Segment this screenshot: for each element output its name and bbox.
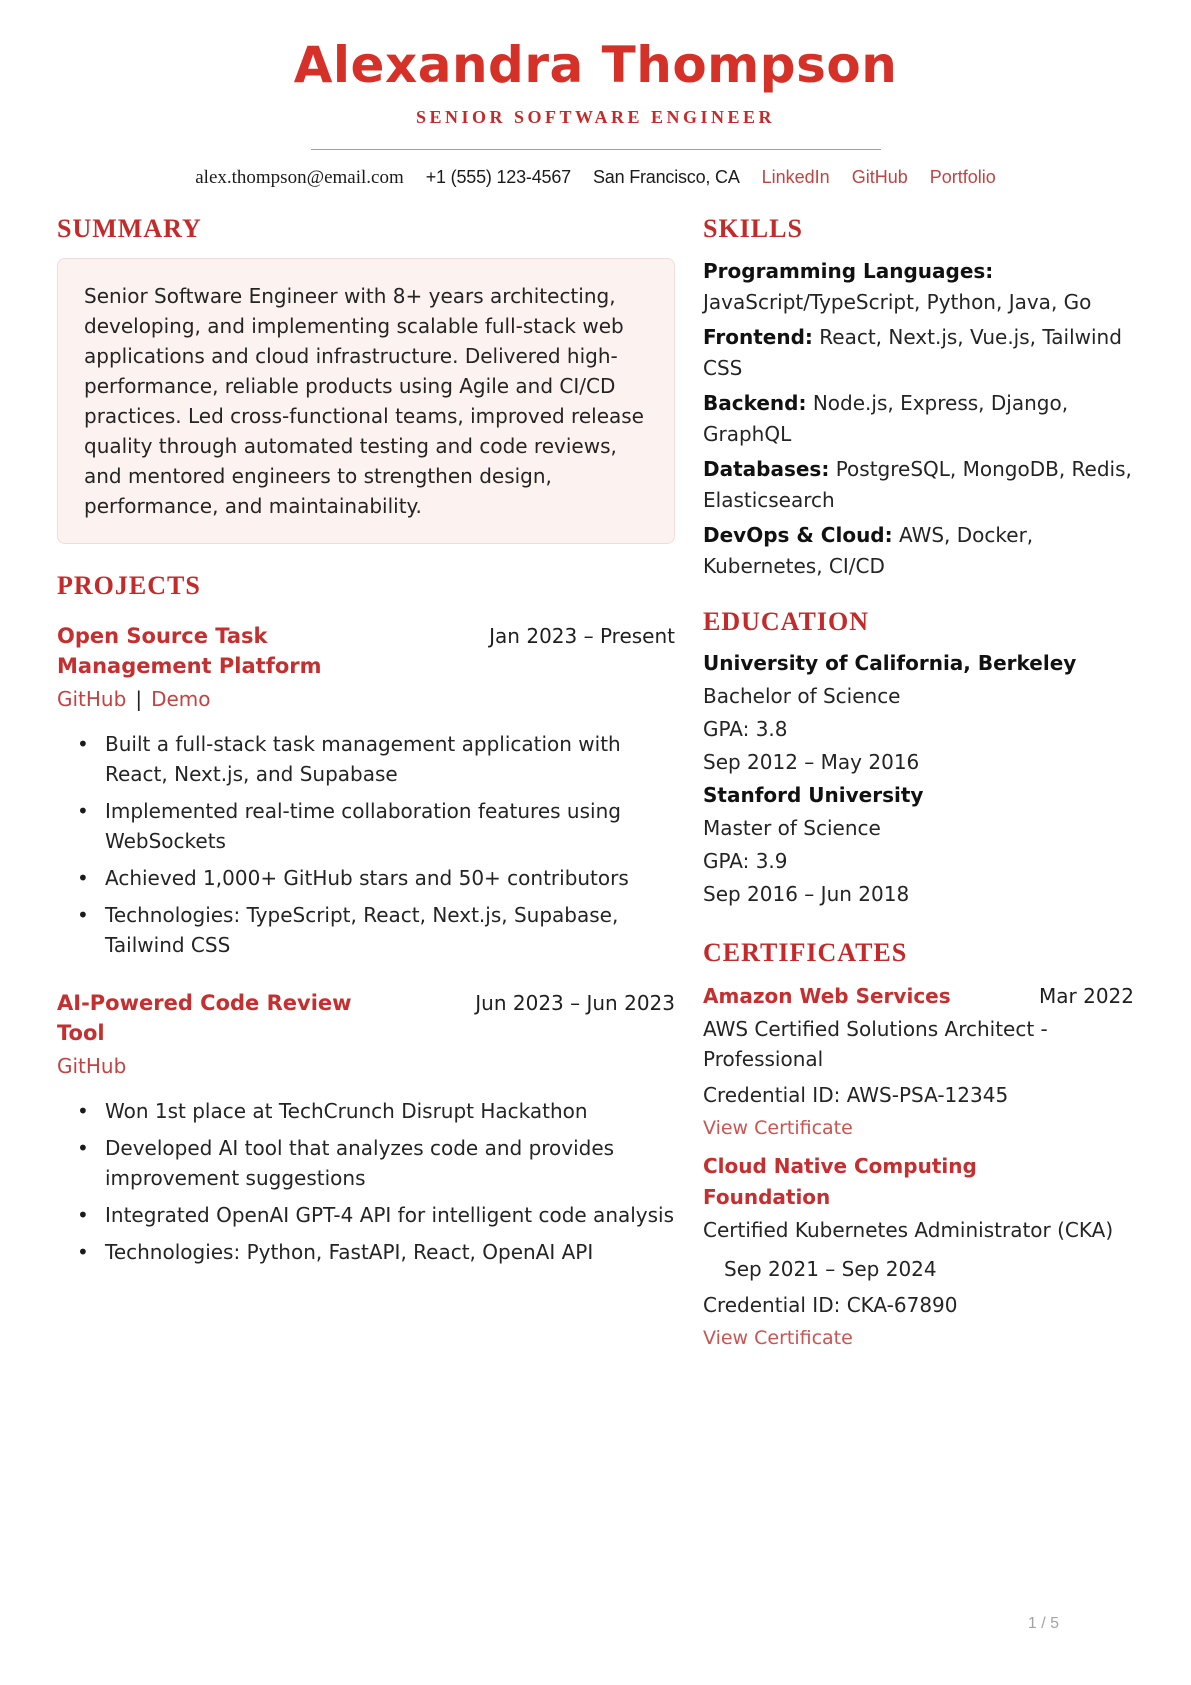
linkedin-link[interactable]: LinkedIn	[761, 167, 830, 187]
project-bullet: • Technologies: TypeScript, React, Next.js, Supabase, Tailwind CSS	[57, 900, 675, 960]
certificate-title: Certified Kubernetes Administrator (CKA)	[703, 1217, 1114, 1242]
education-degree: Bachelor of Science	[703, 684, 901, 709]
education-dates: Sep 2012 – May 2016	[703, 750, 920, 775]
projects-section	[57, 570, 675, 1267]
skill-value: Node.js, Express, Django, GraphQL	[703, 391, 1069, 447]
project-bullet: • Implemented real-time collaboration features using WebSockets	[57, 796, 675, 856]
project-bullet: • Integrated OpenAI GPT-4 API for intelligent code analysis	[57, 1200, 675, 1230]
certificates-section	[703, 937, 1134, 1348]
summary-heading: SUMMARY	[57, 214, 202, 243]
education-heading: EDUCATION	[703, 607, 869, 637]
education-degree: Master of Science	[703, 816, 881, 841]
project-name: Open Source Task Management Platform	[57, 624, 322, 679]
summary-section	[57, 213, 675, 544]
link-separator: |	[135, 687, 143, 712]
contact-location: San Francisco, CA	[592, 167, 740, 187]
certificate-period: Sep 2021 – Sep 2024	[724, 1256, 937, 1281]
certificate-item	[703, 981, 1134, 1139]
project-bullets	[57, 729, 675, 960]
skills-heading: SKILLS	[703, 214, 803, 243]
skill-label: Backend:	[703, 391, 807, 416]
skill-group	[703, 256, 1134, 318]
certificate-header	[703, 1151, 1134, 1213]
right-column	[703, 213, 1134, 1349]
project-demo-link[interactable]: Demo	[151, 687, 211, 712]
certificate-item	[703, 1151, 1134, 1349]
project-bullet: • Built a full-stack task management application with React, Next.js, and Supabase	[57, 729, 675, 789]
project-header	[57, 988, 675, 1048]
education-item	[703, 779, 1134, 911]
project-date: Jun 2023 – Jun 2023	[475, 991, 675, 1016]
left-column	[57, 213, 675, 1349]
project-github-link[interactable]: GitHub	[57, 1054, 127, 1079]
education-gpa: GPA: 3.9	[703, 849, 788, 874]
resume-header	[0, 38, 1191, 189]
skill-group	[703, 520, 1134, 582]
certificates-heading: CERTIFICATES	[703, 938, 908, 968]
certificate-credential: Credential ID: AWS-PSA-12345	[703, 1082, 1009, 1107]
contact-phone: +1 (555) 123-4567	[425, 167, 571, 187]
certificate-date: Mar 2022	[1039, 983, 1134, 1008]
education-section	[703, 606, 1134, 911]
github-link[interactable]: GitHub	[851, 167, 908, 187]
skill-value: React, Next.js, Vue.js, Tailwind CSS	[703, 325, 1122, 381]
skill-value: AWS, Docker, Kubernetes, CI/CD	[703, 523, 1034, 579]
portfolio-link[interactable]: Portfolio	[929, 167, 996, 187]
certificate-title: AWS Certified Solutions Architect - Professional	[703, 1016, 1048, 1071]
education-school: University of California, Berkeley	[703, 651, 1077, 676]
contact-email: alex.thompson@email.com	[195, 167, 404, 188]
summary-text: Senior Software Engineer with 8+ years architecting, developing, and implementing scalable full-stack web applications and cloud infrastructure. Delivered high-performance, reliable products using Agile and CI/CD practices. Led cross-functional teams, improved release quality through automated testing and code reviews, and mentored engineers to strengthen design, performance, and maintainability.	[57, 258, 675, 544]
skill-group	[703, 388, 1134, 450]
project-name: AI-Powered Code Review Tool	[57, 991, 352, 1046]
projects-heading: PROJECTS	[57, 571, 201, 601]
certificate-issuer: Cloud Native Computing Foundation	[703, 1153, 977, 1209]
education-dates: Sep 2016 – Jun 2018	[703, 882, 910, 907]
skill-label: Frontend:	[703, 325, 813, 350]
certificate-header	[703, 981, 1134, 1012]
project-github-link[interactable]: GitHub	[57, 687, 127, 712]
skill-group	[703, 322, 1134, 384]
resume-columns	[0, 213, 1191, 1349]
skill-label: Databases:	[703, 457, 830, 482]
project-bullet: • Developed AI tool that analyzes code and provides improvement suggestions	[57, 1133, 675, 1193]
skill-label: Programming Languages:	[703, 259, 994, 284]
skill-value: JavaScript/TypeScript, Python, Java, Go	[703, 290, 1092, 315]
certificate-issuer: Amazon Web Services	[703, 983, 951, 1008]
project-item	[57, 988, 675, 1267]
project-bullet: • Achieved 1,000+ GitHub stars and 50+ contributors	[57, 863, 675, 893]
skill-value: PostgreSQL, MongoDB, Redis, Elasticsearch	[703, 457, 1132, 513]
project-links	[57, 685, 675, 713]
education-item	[703, 647, 1134, 779]
project-item	[57, 621, 675, 960]
project-bullet: • Technologies: Python, FastAPI, React, OpenAI API	[57, 1237, 675, 1267]
certificate-credential: Credential ID: CKA-67890	[703, 1292, 958, 1317]
view-certificate-link[interactable]: View Certificate	[703, 1116, 853, 1139]
skills-section	[703, 213, 1134, 582]
project-links	[57, 1052, 675, 1080]
project-bullets	[57, 1096, 675, 1267]
job-title: SENIOR SOFTWARE ENGINEER	[415, 107, 776, 127]
contact-row	[0, 167, 1191, 189]
project-bullet: • Won 1st place at TechCrunch Disrupt Hackathon	[57, 1096, 675, 1126]
project-header	[57, 621, 675, 681]
person-name: Alexandra Thompson	[293, 36, 898, 94]
skill-group	[703, 454, 1134, 516]
education-gpa: GPA: 3.8	[703, 717, 788, 742]
page-indicator: 1 / 5	[1027, 1615, 1059, 1632]
skill-label: DevOps & Cloud:	[703, 523, 893, 548]
view-certificate-link[interactable]: View Certificate	[703, 1326, 853, 1349]
header-divider	[311, 149, 881, 150]
project-date: Jan 2023 – Present	[489, 624, 675, 649]
education-school: Stanford University	[703, 783, 924, 808]
